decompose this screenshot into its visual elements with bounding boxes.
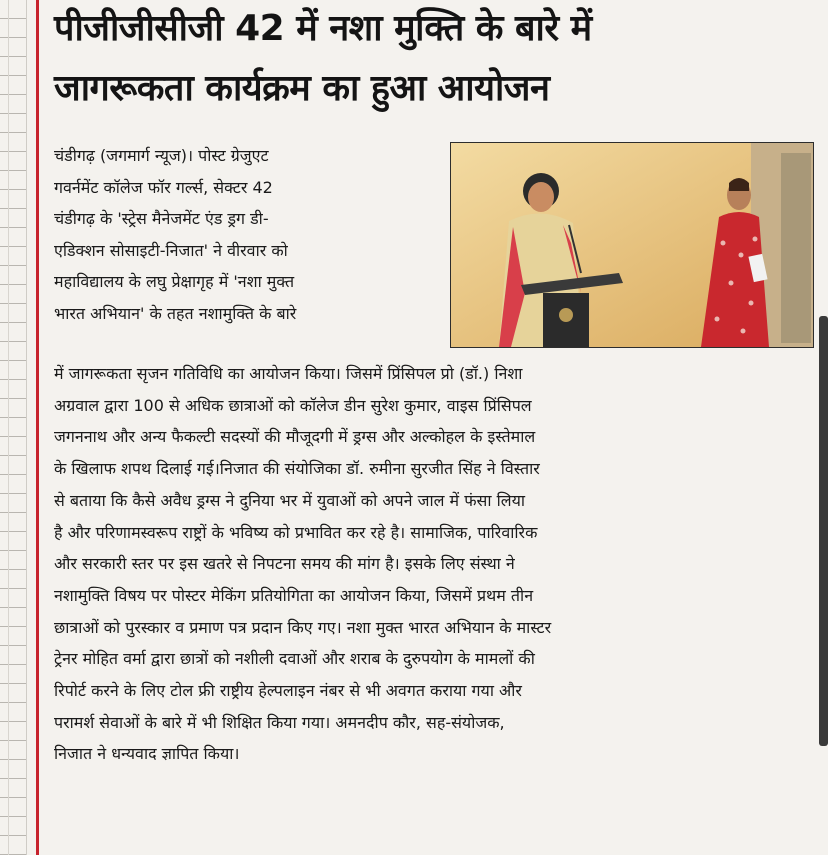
body-line: है और परिणामस्वरूप राष्ट्रों के भविष्य को प्रभावित कर रहे है। सामाजिक, पारिवारिक <box>54 522 538 542</box>
body-line: के खिलाफ शपथ दिलाई गई।निजात की संयोजिका डॉ. रुमीना सुरजीत सिंह ने विस्तार <box>54 459 540 479</box>
column-line: भारत अभियान' के तहत नशामुक्ति के बारे <box>54 303 297 323</box>
body-line: निजात ने धन्यवाद ज्ञापित किया। <box>54 744 240 764</box>
body-line: छात्राओं को पुरस्कार व प्रमाण पत्र प्रदान किए गए। नशा मुक्त भारत अभियान के मास्टर <box>54 617 552 637</box>
body-line: नशामुक्ति विषय पर पोस्टर मेकिंग प्रतियोगिता का आयोजन किया, जिसमें प्रथम तीन <box>54 585 534 605</box>
body-line: में जागरूकता सृजन गतिविधि का आयोजन किया। जिसमें प्रिंसिपल प्रो (डॉ.) निशा <box>54 364 523 383</box>
event-photo-illustration <box>451 143 813 347</box>
body-line: रिपोर्ट करने के लिए टोल फ्री राष्ट्रीय हेल्पलाइन नंबर से भी अवगत कराया गया और <box>54 681 522 701</box>
body-line: और सरकारी स्तर पर इस खतरे से निपटना समय की मांग है। इसके लिए संस्था ने <box>54 554 515 574</box>
body-line: परामर्श सेवाओं के बारे में भी शिक्षित किया गया। अमनदीप कौर, सह-संयोजक, <box>54 712 505 732</box>
page-ruler <box>0 0 27 855</box>
body-line: अग्रवाल द्वारा 100 से अधिक छात्राओं को कॉलेज डीन सुरेश कुमार, वाइस प्रिंसिपल <box>54 395 532 415</box>
headline-line-1: पीजीजीसीजी 42 में नशा मुक्ति के बारे में <box>54 8 592 49</box>
column-line: गवर्नमेंट कॉलेज फॉर गर्ल्स, सेक्टर 42 <box>54 177 273 197</box>
body-line: से बताया कि कैसे अवैध ड्रग्स ने दुनिया भर में युवाओं को अपने जाल में फंसा लिया <box>54 490 526 510</box>
headline-line-2: जागरूकता कार्यक्रम का हुआ आयोजन <box>54 68 550 109</box>
column-line: चंडीगढ़ (जगमार्ग न्यूज)। पोस्ट ग्रेजुएट <box>54 146 269 165</box>
article-body-text <box>54 358 820 770</box>
column-line: महाविद्यालय के लघु प्रेक्षागृह में 'नशा मुक्त <box>54 272 295 291</box>
article-column-text <box>54 140 442 329</box>
scrollbar[interactable] <box>819 316 828 746</box>
event-photo <box>450 142 814 348</box>
column-line: एडिक्शन सोसाइटी-निजात' ने वीरवार को <box>54 240 288 260</box>
column-line: चंडीगढ़ के 'स्ट्रेस मैनेजमेंट एंड ड्रग डी- <box>54 209 269 228</box>
margin-red-line <box>36 0 39 855</box>
body-line: ट्रेनर मोहित वर्मा द्वारा छात्रों को नशीली दवाओं और शराब के दुरुपयोग के मामलों की <box>54 649 535 669</box>
body-line: जगननाथ और अन्य फैकल्टी सदस्यों की मौजूदगी में ड्रग्स और अल्कोहल के इस्तेमाल <box>54 427 536 447</box>
